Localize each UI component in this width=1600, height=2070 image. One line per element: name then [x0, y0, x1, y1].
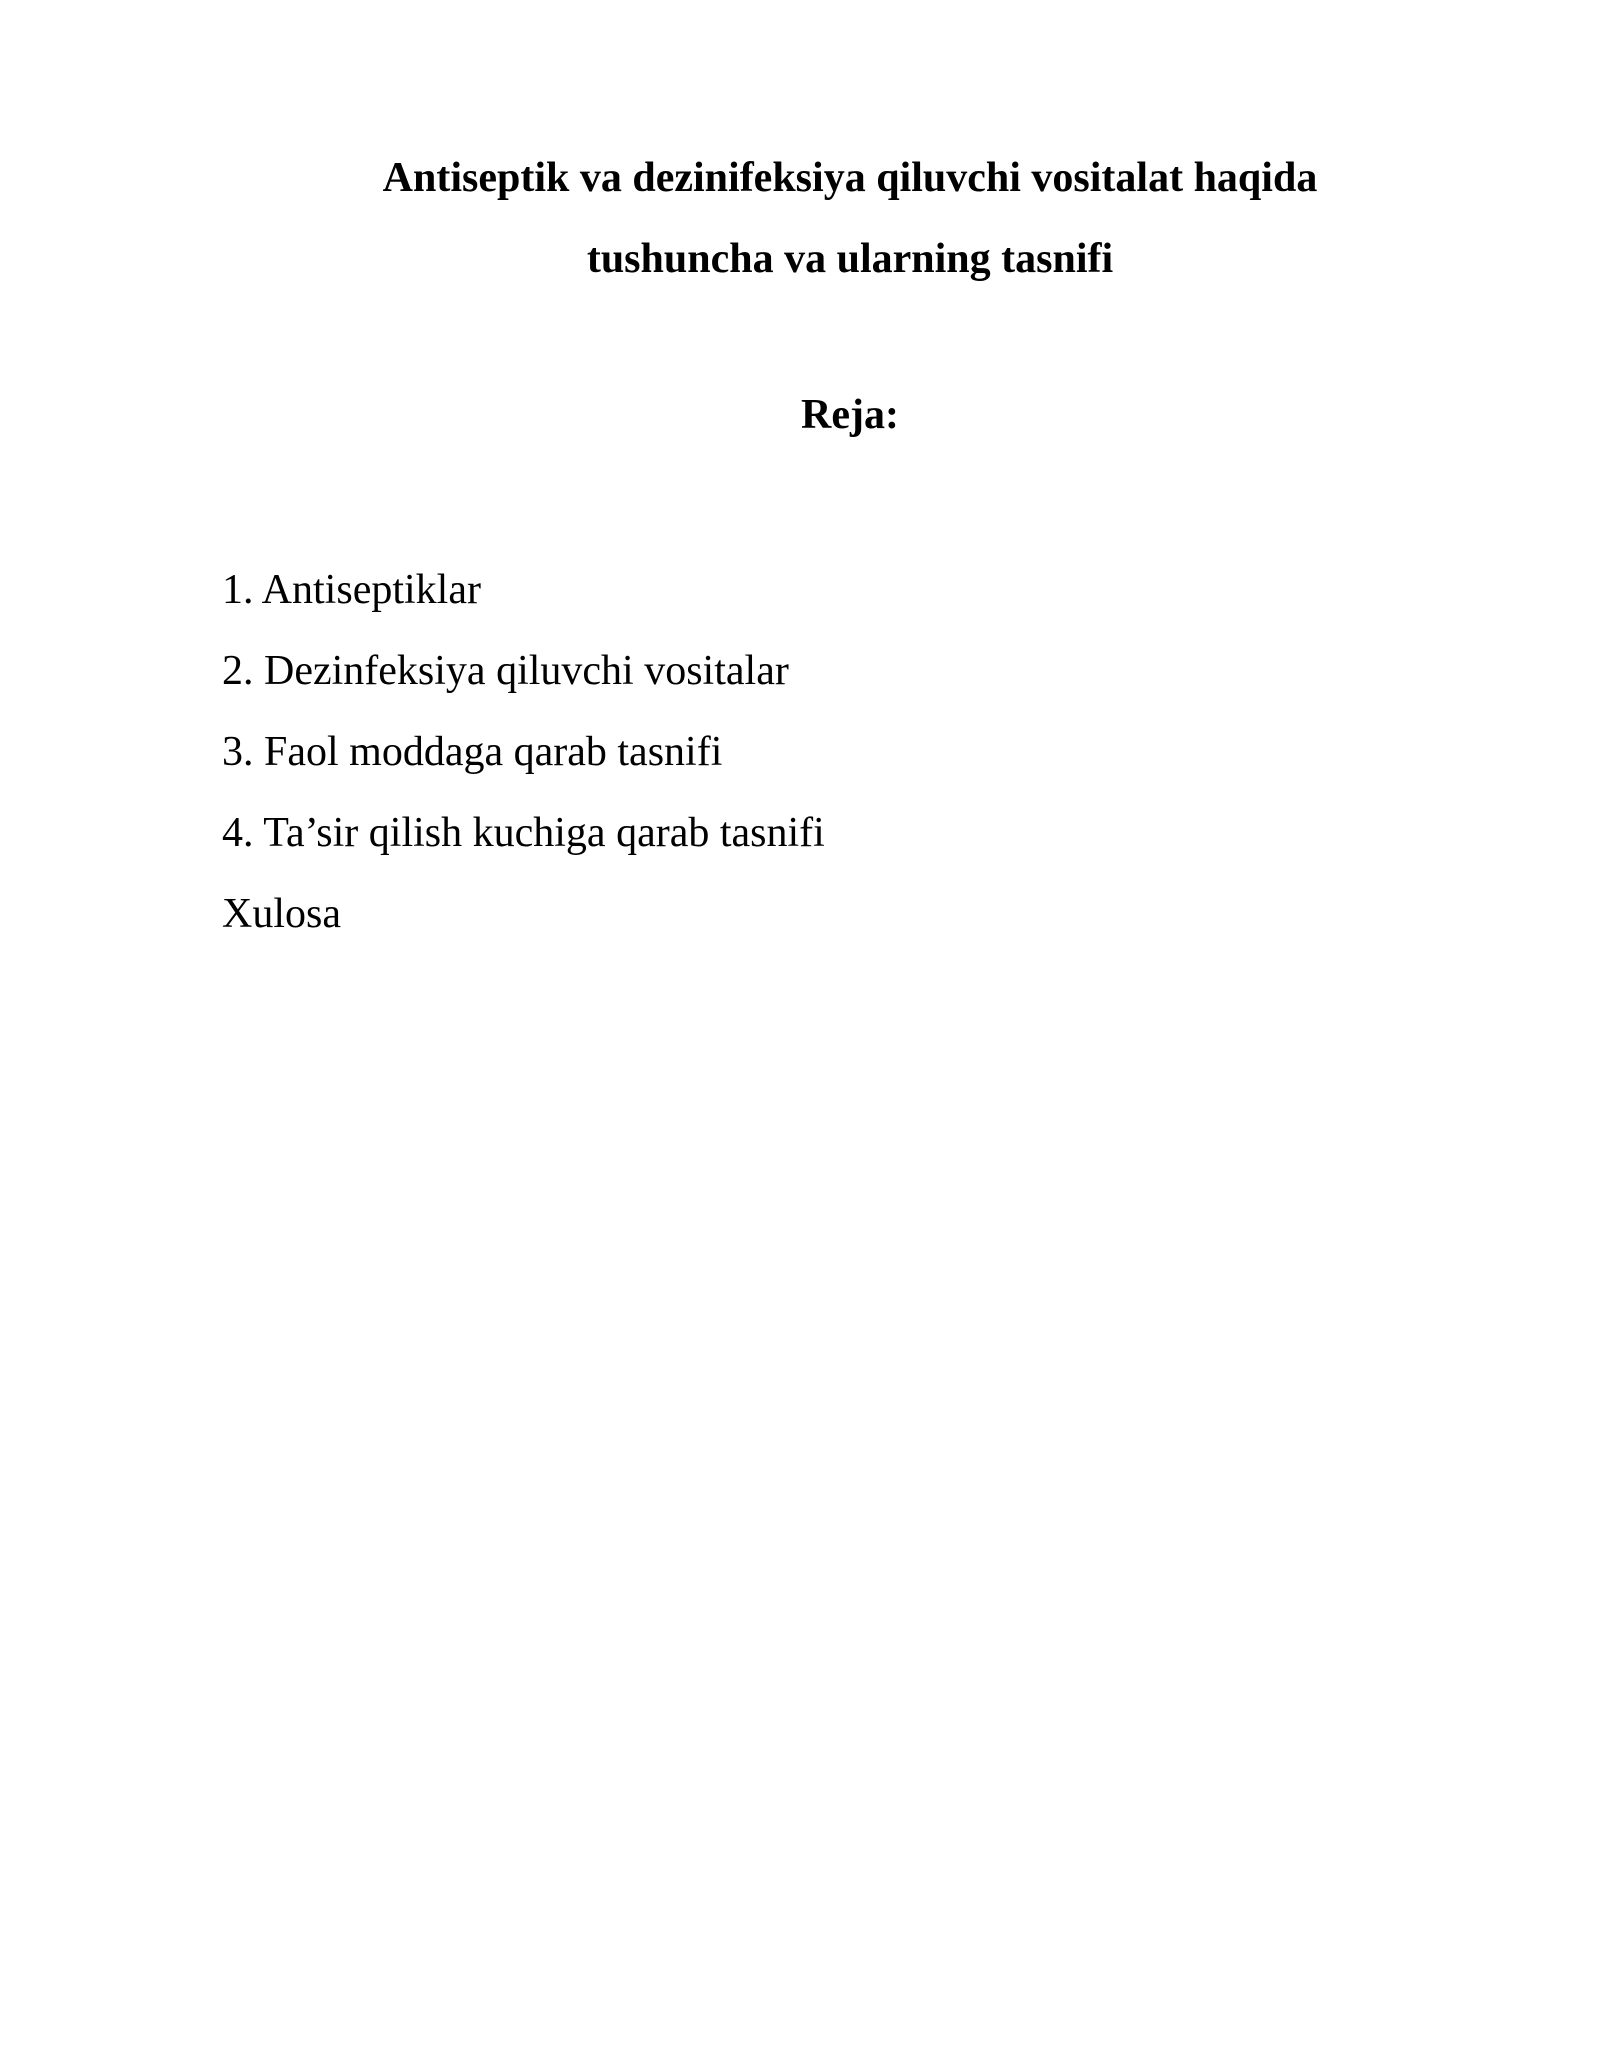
plan-item-2: 2. Dezinfeksiya qiluvchi vositalar [222, 648, 789, 694]
plan-item-4: 4. Ta’sir qilish kuchiga qarab tasnifi [222, 810, 825, 856]
document-title [0, 138, 1600, 300]
title-line-2: tushuncha va ularning tasnifi [586, 236, 1114, 282]
plan-list [222, 550, 825, 955]
plan-item-conclusion: Xulosa [222, 891, 341, 937]
plan-heading: Reja: [801, 392, 899, 438]
plan-item-3: 3. Faol moddaga qarab tasnifi [222, 729, 723, 775]
plan-item-1: 1. Antiseptiklar [222, 567, 481, 613]
title-line-1: Antiseptik va dezinifeksiya qiluvchi vositalat haqida [382, 155, 1318, 201]
